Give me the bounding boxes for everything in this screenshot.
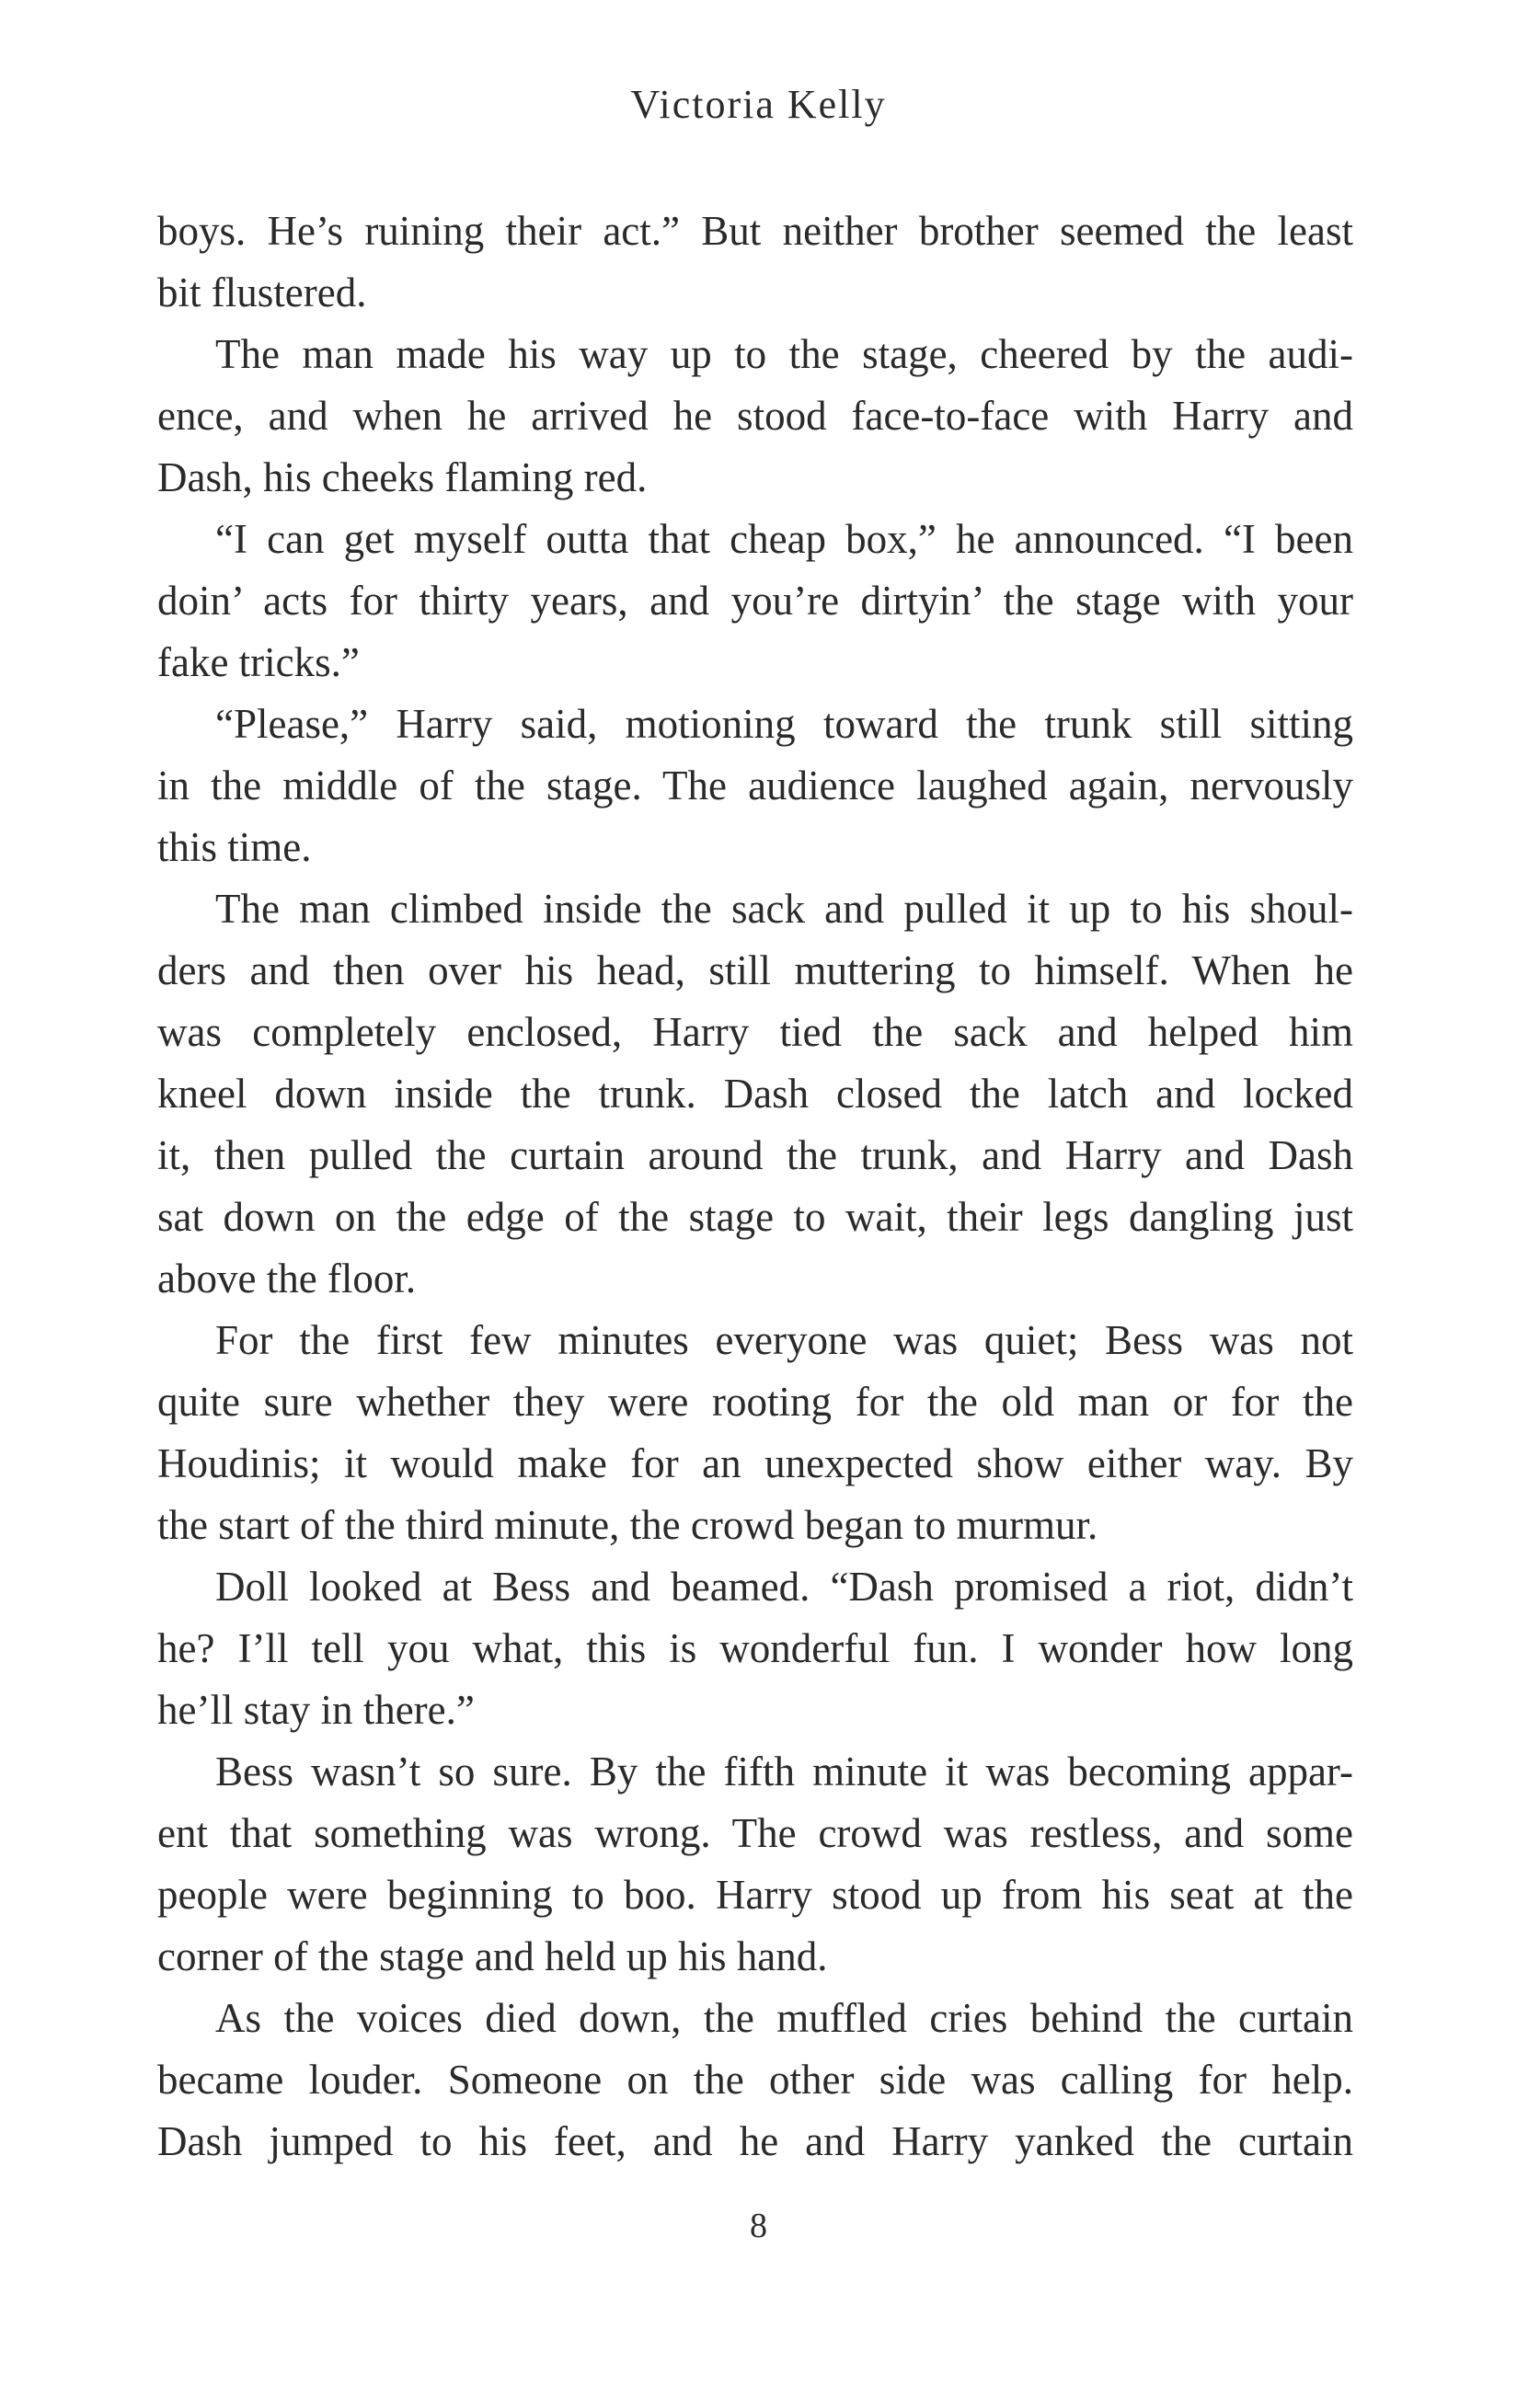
text-line: above the floor. [157, 1256, 417, 1301]
text-line: doin’ acts for thirty years, and you’re dirtyin’ the stage with your [157, 578, 1353, 624]
text-line: the start of the third minute, the crowd began to murmur. [157, 1502, 1098, 1548]
text-line: Doll looked at Bess and beamed. “Dash promised a riot, didn’t [215, 1564, 1353, 1610]
text-line: it, then pulled the curtain around the trunk, and Harry and Dash [157, 1132, 1353, 1178]
text-line: in the middle of the stage. The audience laughed again, nervously [157, 763, 1353, 808]
text-line: ence, and when he arrived he stood face-to-face with Harry and [157, 393, 1353, 439]
text-line: The man climbed inside the sack and pulled it up to his shoul- [215, 886, 1353, 932]
text-line: ders and then over his head, still muttering to himself. When he [157, 947, 1353, 993]
text-line: bit flustered. [157, 269, 367, 315]
text-line: “Please,” Harry said, motioning toward the trunk still sitting [215, 701, 1353, 747]
text-line: was completely enclosed, Harry tied the sack and helped him [157, 1009, 1353, 1055]
text-line: he? I’ll tell you what, this is wonderful fun. I wonder how long [157, 1625, 1353, 1671]
text-line: fake tricks.” [157, 639, 360, 685]
text-line: he’ll stay in there.” [157, 1687, 475, 1733]
text-line: corner of the stage and held up his hand. [157, 1933, 828, 1979]
text-line: sat down on the edge of the stage to wait, their legs dangling just [157, 1194, 1353, 1240]
text-line: For the first few minutes everyone was quiet; Bess was not [215, 1317, 1353, 1363]
text-line: ent that something was wrong. The crowd was restless, and some [157, 1810, 1353, 1856]
text-line: kneel down inside the trunk. Dash closed the latch and locked [157, 1071, 1353, 1117]
text-line: Dash jumped to his feet, and he and Harry yanked the curtain [157, 2118, 1353, 2164]
running-header: Victoria Kelly [630, 82, 887, 127]
text-line: As the voices died down, the muffled cries behind the curtain [215, 1995, 1353, 2041]
text-line: Bess wasn’t so sure. By the fifth minute it was becoming appar- [215, 1749, 1353, 1795]
text-line: people were beginning to boo. Harry stood up from his seat at the [157, 1872, 1353, 1918]
text-line: “I can get myself outta that cheap box,” he announced. “I been [215, 516, 1353, 562]
body-text [157, 201, 1353, 2173]
text-line: became louder. Someone on the other side was calling for help. [157, 2057, 1353, 2103]
text-line: Dash, his cheeks flaming red. [157, 454, 648, 500]
text-line: quite sure whether they were rooting for the old man or for the [157, 1379, 1353, 1425]
text-line: Houdinis; it would make for an unexpected show either way. By [157, 1440, 1353, 1486]
text-line: boys. He’s ruining their act.” But neither brother seemed the least [157, 208, 1353, 254]
text-line: this time. [157, 824, 312, 870]
page-number: 8 [750, 2207, 767, 2245]
text-line: The man made his way up to the stage, cheered by the audi- [215, 331, 1353, 377]
